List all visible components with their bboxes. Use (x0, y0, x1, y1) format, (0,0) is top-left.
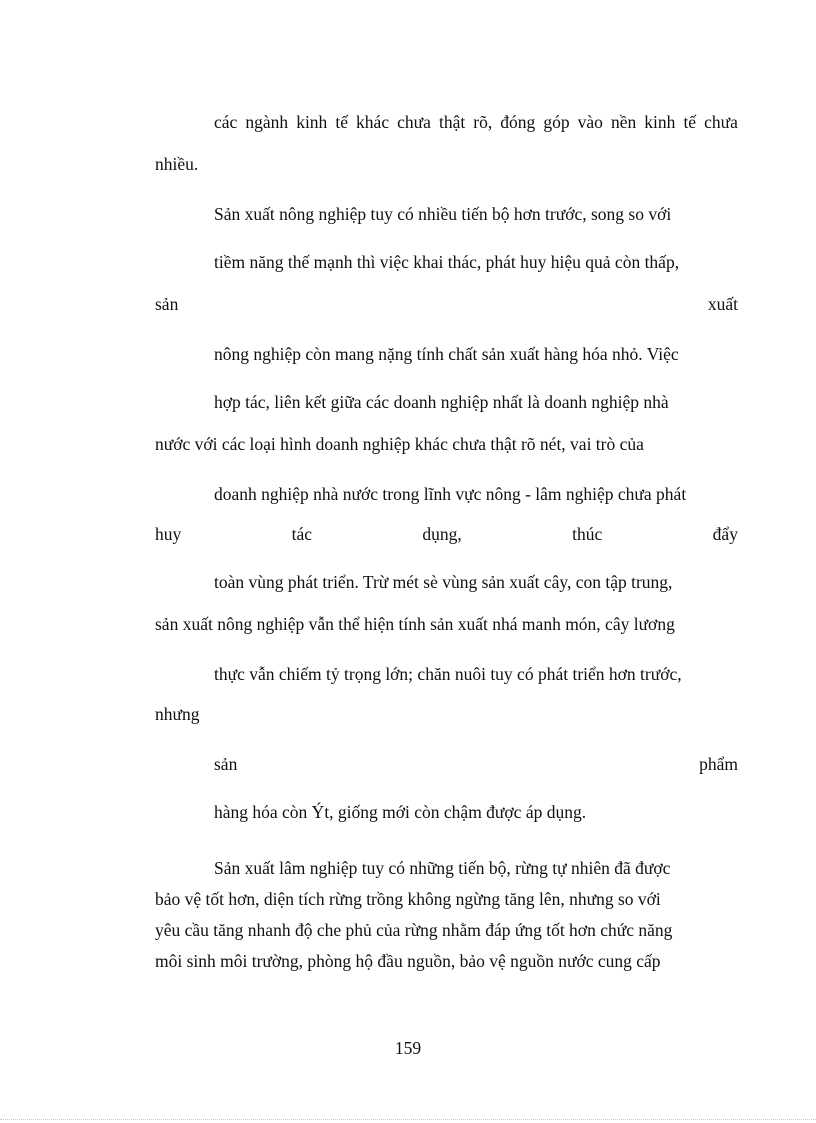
text-line (214, 251, 738, 273)
page-number: 159 (394, 1038, 422, 1058)
text-line (214, 663, 738, 685)
word: vào (577, 112, 603, 132)
text-line (155, 293, 738, 315)
text-span: nông nghiệp còn mang nặng tính chất sản xuất hàng hóa nhỏ. Việc (214, 344, 679, 364)
text-span: nhưng (155, 704, 200, 724)
text-span: nhiều. (155, 154, 199, 174)
text-span: môi sinh môi trường, phòng hộ đầu nguồn, bảo vệ nguồn nước cung cấp (155, 951, 661, 971)
word: khác (356, 112, 390, 132)
text-span: doanh nghiệp nhà nước trong lĩnh vực nông - lâm nghiệp chưa phát (214, 484, 687, 504)
text-line (214, 857, 738, 879)
text-span: phẩm (699, 754, 738, 774)
text-span: xuất (707, 294, 738, 314)
text-line (155, 523, 738, 545)
text-span: yêu cầu tăng nhanh độ che phủ của rừng nhằm đáp ứng tốt hơn chức năng (155, 920, 673, 940)
text-span: toàn vùng phát triển. Trừ mét sè vùng sản xuất cây, con tập trung, (214, 572, 673, 592)
text-line (155, 888, 738, 910)
text-span: đẩy (712, 524, 738, 544)
text-span: tiềm năng thế mạnh thì việc khai thác, phát huy hiệu quả còn thấp, (214, 252, 680, 272)
text-line (155, 950, 738, 972)
text-line (214, 343, 738, 365)
text-span: dụng, (422, 524, 462, 544)
text-line (214, 753, 738, 775)
text-span: thúc (572, 524, 603, 544)
text-span: sản (214, 754, 238, 774)
text-span: tác (291, 524, 313, 544)
text-span: sản (155, 294, 179, 314)
word: rõ, (473, 112, 493, 132)
word: kinh (296, 112, 328, 132)
word: tế (335, 112, 348, 132)
word: tế (683, 112, 697, 132)
text-line (214, 391, 738, 413)
word: góp (543, 112, 570, 132)
text-span: Sản xuất lâm nghiệp tuy có những tiến bộ, rừng tự nhiên đã được (214, 858, 671, 878)
text-line (214, 483, 738, 505)
text-line (214, 571, 738, 593)
word: chưa (704, 112, 738, 132)
text-span: nước với các loại hình doanh nghiệp khác chưa thật rõ nét, vai trò của (155, 434, 644, 454)
word: thật (438, 112, 466, 132)
text-span: bảo vệ tốt hơn, diện tích rừng trồng không ngừng tăng lên, nhưng so với (155, 889, 661, 909)
word: đóng (500, 112, 536, 132)
text-line (155, 703, 738, 725)
text-line (214, 111, 738, 133)
word: nền (610, 112, 637, 132)
text-span: thực vẫn chiếm tỷ trọng lớn; chăn nuôi tuy có phát triển hơn trước, (214, 664, 682, 684)
text-line (155, 153, 738, 175)
text-line (214, 801, 738, 823)
text-line (155, 919, 738, 941)
text-span: Sản xuất nông nghiệp tuy có nhiều tiến bộ hơn trước, song so với (214, 204, 672, 224)
word: ngành (245, 112, 289, 132)
word: chưa (397, 112, 431, 132)
text-line (214, 203, 738, 225)
page-bottom-border (0, 1119, 816, 1120)
word: các (214, 112, 238, 132)
text-span: huy (155, 524, 182, 544)
word: kinh (644, 112, 676, 132)
text-span: hợp tác, liên kết giữa các doanh nghiệp nhất là doanh nghiệp nhà (214, 392, 669, 412)
text-line (155, 433, 738, 455)
text-span: hàng hóa còn Ýt, giống mới còn chậm được áp dụng. (214, 802, 587, 822)
text-span: sản xuất nông nghiệp vẫn thể hiện tính sản xuất nhá manh món, cây lương (155, 614, 675, 634)
text-line (155, 613, 738, 635)
